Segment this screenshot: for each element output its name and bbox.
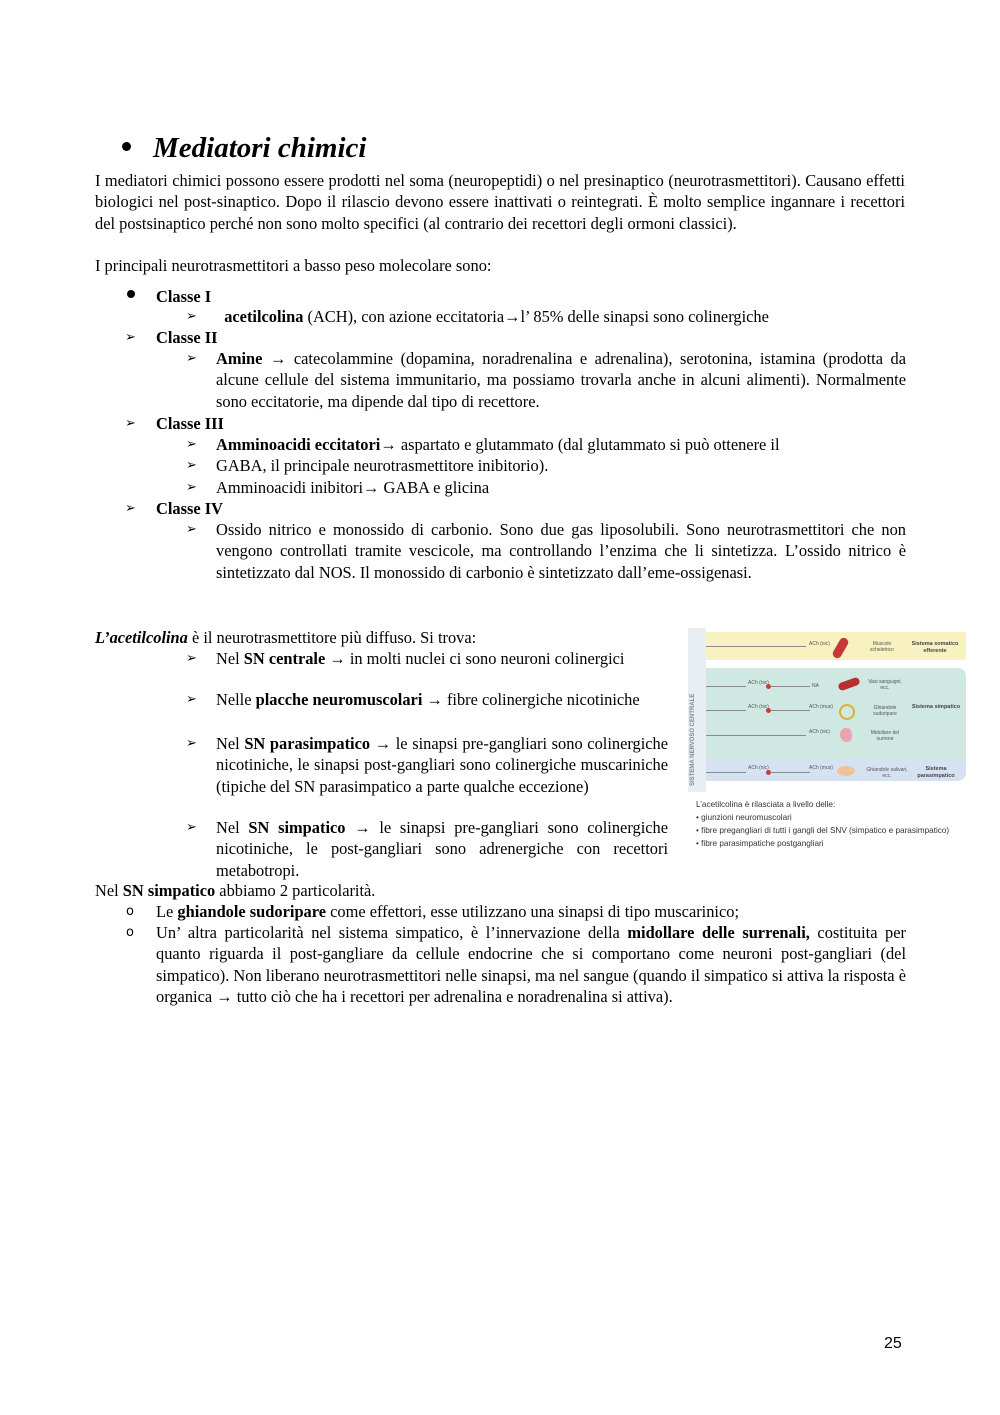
cns-vertical-label: SISTEMA NERVOSO CENTRALE bbox=[690, 693, 696, 786]
class-1-item: acetilcolina (ACH), con azione eccitatoria→l’ 85% delle sinapsi sono colinergiche bbox=[224, 307, 769, 326]
pathway-line bbox=[706, 772, 746, 773]
section-heading bbox=[122, 132, 366, 165]
pathway-line bbox=[706, 735, 806, 736]
ach-item-1: Nel SN centrale → in molti nuclei ci sono neuroni colinergici bbox=[216, 649, 625, 668]
arrow-bullet-icon: ➢ bbox=[186, 437, 197, 452]
intro-lead: I principali neurotrasmettitori a basso peso molecolare sono: bbox=[95, 256, 492, 275]
arrow-bullet-icon: ➢ bbox=[186, 480, 197, 495]
arrow-bullet-icon: ➢ bbox=[186, 351, 197, 366]
system-label: Sistema parasimpatico bbox=[917, 766, 955, 779]
ach-label: ACh (nic) bbox=[748, 704, 769, 710]
class-1-title: Classe I bbox=[156, 287, 212, 306]
pathway-line bbox=[770, 772, 810, 773]
salivary-gland-icon bbox=[837, 766, 855, 776]
pathway-line bbox=[770, 710, 810, 711]
figure-caption-item: • fibre pregangliari di tutti i gangli del SNV (simpatico e parasimpatico) bbox=[696, 826, 950, 835]
target-label: Ghiandole sudoripare bbox=[873, 705, 897, 717]
bullet-dot-icon bbox=[122, 142, 131, 151]
class-2-item: Amine → catecolammine (dopamina, noradrenalina e adrenalina), serotonina, istamina (prodotta da alcune cellule del sistema immunitario, ma possiamo trovarla anche in alcuni alimenti). Normalmente sono eccitatorie, ma dipende dal tipo di recettore. bbox=[216, 349, 906, 411]
ach-lead: L’acetilcolina è il neurotrasmettitore più diffuso. Si trova: bbox=[95, 628, 477, 647]
ach-item-3: Nel SN parasimpatico → le sinapsi pre-gangliari sono colinergiche nicotiniche, le sinapsi post-gangliari sono colinergiche muscariniche (tipiche del SN parasimpatico a parte qualche eccezione) bbox=[216, 734, 668, 796]
simpatico-item-1: Le ghiandole sudoripare come effettori, esse utilizzano una sinapsi di tipo muscarinico; bbox=[156, 902, 740, 921]
arrow-bullet-icon: ➢ bbox=[186, 458, 197, 473]
target-label: Vasi sanguigni, ecc. bbox=[868, 679, 902, 691]
ach-label: ACh (mus) bbox=[809, 765, 833, 771]
arrow-bullet-icon: ➢ bbox=[186, 820, 197, 835]
ach-item-2: Nelle placche neuromuscolari → fibre colinergiche nicotiniche bbox=[216, 690, 640, 709]
arrow-bullet-icon: ➢ bbox=[186, 736, 197, 751]
circle-bullet-icon: o bbox=[126, 925, 134, 940]
ach-item-4: Nel SN simpatico → le sinapsi pre-gangliari sono colinergiche nicotiniche, le post-gangliari sono adrenergiche con recettori metabotropi. bbox=[216, 818, 668, 880]
pathway-line bbox=[706, 710, 746, 711]
simpatico-item-2: Un’ altra particolarità nel sistema simpatico, è l’innervazione della midollare delle surrenali, costituita per quanto riguarda il post-gangliare da cellule endocrine che si comportano come neuroni post-gangliari (del simpatico). Non liberano neurotrasmettitori nelle sinapsi, ma nel sangue (quando il simpatico si attiva la risposta è organica → tutto ciò che ha i recettori per adrenalina e noradrenalina si attiva). bbox=[156, 923, 906, 1006]
ach-label: ACh (mus) bbox=[809, 704, 833, 710]
arrow-bullet-icon: ➢ bbox=[125, 330, 136, 345]
pathway-line bbox=[706, 646, 806, 647]
figure-caption-item: • fibre parasimpatiche postgangliari bbox=[696, 839, 824, 848]
bullet-icon bbox=[127, 290, 135, 298]
arrow-bullet-icon: ➢ bbox=[186, 692, 197, 707]
class-3-title: Classe III bbox=[156, 414, 224, 433]
arrow-bullet-icon: ➢ bbox=[186, 309, 197, 324]
page-number: 25 bbox=[884, 1335, 902, 1352]
arrow-bullet-icon: ➢ bbox=[186, 651, 197, 666]
arrow-bullet-icon: ➢ bbox=[125, 416, 136, 431]
ach-label: ACh (nic) bbox=[748, 680, 769, 686]
figure-caption-item: • giunzioni neuromuscolari bbox=[696, 813, 792, 822]
target-label: Midollare del surrene bbox=[870, 730, 900, 742]
circle-bullet-icon: o bbox=[126, 904, 134, 919]
system-label: Sistema somatico efferente bbox=[911, 641, 959, 654]
system-label: Sistema simpatico bbox=[911, 704, 961, 710]
target-label: Muscolo scheletrico bbox=[870, 641, 894, 653]
pathway-line bbox=[770, 686, 810, 687]
heading-text: Mediatori chimici bbox=[153, 132, 367, 164]
sweat-gland-icon bbox=[839, 704, 855, 720]
figure-caption-title: L’acetilcolina è rilasciata a livello delle: bbox=[696, 800, 836, 809]
ach-label: ACh (nic) bbox=[809, 729, 830, 735]
arrow-bullet-icon: ➢ bbox=[125, 501, 136, 516]
adrenal-medulla-icon bbox=[840, 728, 852, 742]
class-2-title: Classe II bbox=[156, 328, 218, 347]
arrow-bullet-icon: ➢ bbox=[186, 522, 197, 537]
class-3-item-2: GABA, il principale neurotrasmettitore inibitorio). bbox=[216, 456, 549, 475]
pathway-line bbox=[706, 686, 746, 687]
class-3-item-1: Amminoacidi eccitatori→ aspartato e glutammato (dal glutammato si può ottenere il bbox=[216, 435, 780, 454]
acetylcholine-figure bbox=[688, 628, 968, 856]
class-4-title: Classe IV bbox=[156, 499, 223, 518]
target-label: Ghiandole salivari, ecc. bbox=[866, 767, 908, 779]
simpatico-lead: Nel SN simpatico abbiamo 2 particolarità. bbox=[95, 881, 376, 900]
na-label: NA bbox=[812, 683, 819, 689]
class-3-item-3: Amminoacidi inibitori→ GABA e glicina bbox=[216, 478, 490, 497]
ach-label: ACh (nic) bbox=[748, 765, 769, 771]
ach-label: ACh (nic) bbox=[809, 641, 830, 647]
intro-paragraph: I mediatori chimici possono essere prodotti nel soma (neuropeptidi) o nel presinaptico (neurotrasmettitori). Causano effetti biologici nel post-sinaptico. Dopo il rilascio devono essere inattivati o reintegrati. È molto semplice ingannare i recettori del postsinaptico perché non sono molto specifici (al contrario dei recettori degli ormoni classici). bbox=[95, 171, 905, 233]
class-4-item: Ossido nitrico e monossido di carbonio. Sono due gas liposolubili. Sono neurotrasmettitori che non vengono controllati tramite vescicole, ma controllando l’enzima che li sintetizza. L’ossido nitrico è sintetizzato dal NOS. Il monossido di carbonio è sintetizzato dall’eme-ossigenasi. bbox=[216, 520, 906, 582]
